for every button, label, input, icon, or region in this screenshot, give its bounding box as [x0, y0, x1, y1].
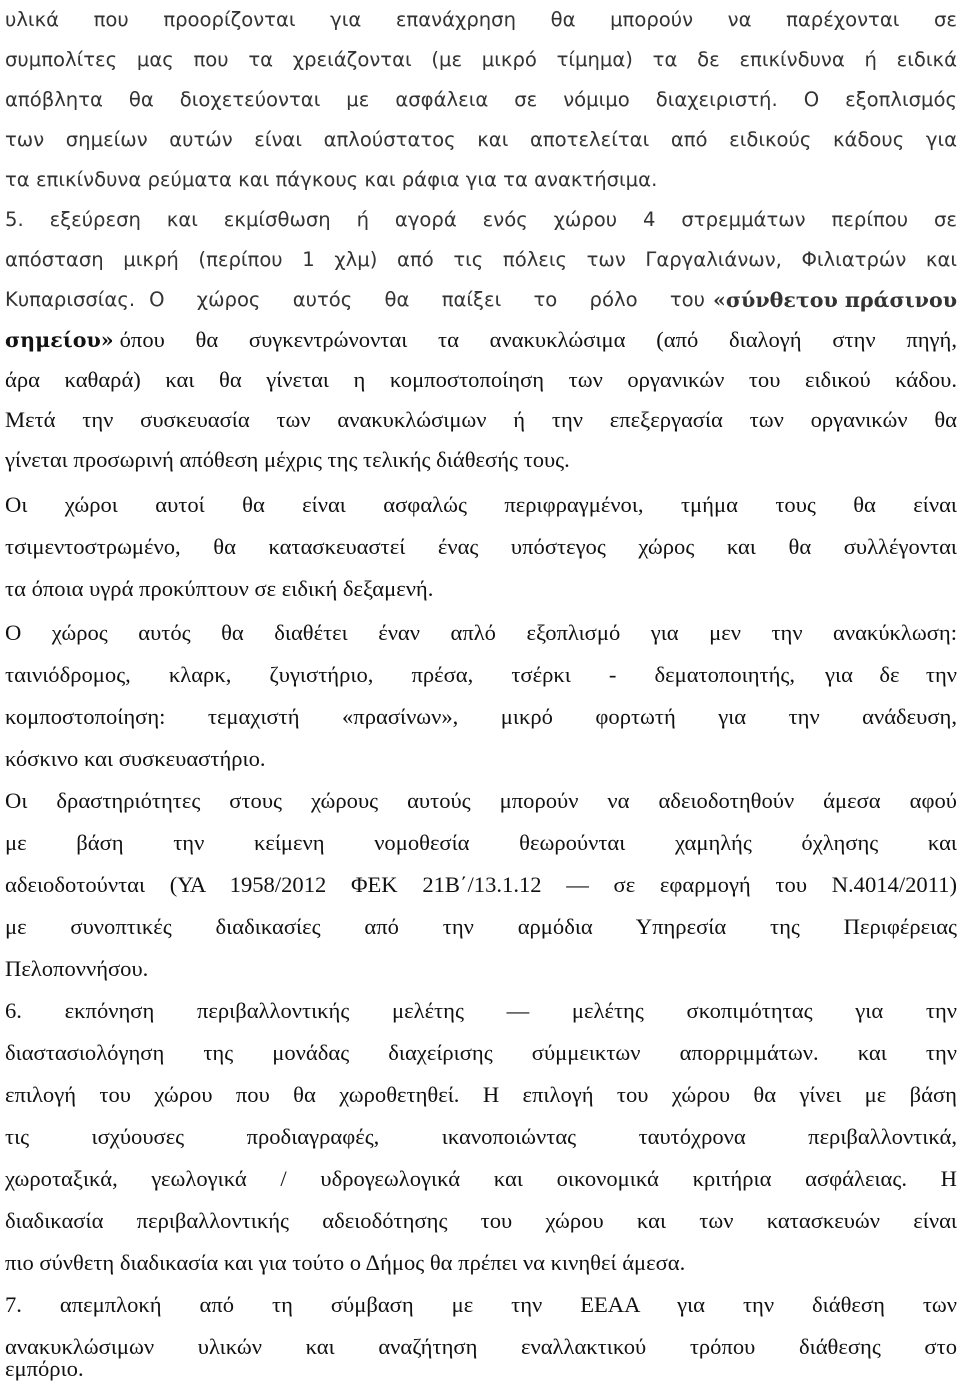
text-fragment: για δε την [825, 662, 957, 687]
text-line: των σημείων αυτών είναι απλούστατος και αποτελείται από ειδικούς κάδους για [5, 128, 957, 151]
text-line: υλικά που προορίζονται για επανάχρηση θα μπορούν να παρέχονται σε [5, 8, 957, 31]
text-line: τσιμεντοστρωμένο, θα κατασκευαστεί ένας υπόστεγος χώρος και θα συλλέγονται [5, 534, 957, 559]
text-fragment: ταινιόδρομος, κλαρκ, ζυγιστήριο, πρέσα, τσέρκι - δεματοποιητής, [5, 662, 795, 687]
text-line-mixed [5, 655, 957, 695]
bold-term: σημείου» [5, 328, 114, 352]
text-line: διαστασιολόγηση της μονάδας διαχείρισης σύμμεικτων απορριμμάτων. και την [5, 1040, 957, 1065]
text-line: χωροταξικά, γεωλογικά / υδρογεωλογικά και οικονομικά κριτήρια ασφάλειας. Η [5, 1166, 957, 1191]
text-line: άρα καθαρά) και θα γίνεται η κομποστοποίηση των οργανικών του ειδικού κάδου. [5, 367, 957, 392]
text-line: τα επικίνδυνα ρεύματα και πάγκους και ράφια για τα ανακτήσιμα. [5, 168, 658, 191]
text-line: επιλογή του χώρου που θα χωροθετηθεί. Η επιλογή του χώρου θα γίνει με βάση [5, 1082, 957, 1107]
text-line: με συνοπτικές διαδικασίες από την αρμόδια Υπηρεσία της Περιφέρειας [5, 914, 957, 939]
text-line: Οι δραστηριότητες στους χώρους αυτούς μπορούν να αδειοδοτηθούν άμεσα αφού [5, 788, 957, 813]
text-line: γίνεται προσωρινή απόθεση μέχρις της τελικής διάθεσής τους. [5, 447, 570, 472]
text-line: απόσταση μικρή (περίπου 1 χλμ) από τις πόλεις των Γαργαλιάνων, Φιλιατρών και [5, 248, 957, 271]
text-line: αδειοδοτούνται (ΥΑ 1958/2012 ΦΕΚ 21Β΄/13.1.12 — σε εφαρμογή του Ν.4014/2011) [5, 872, 957, 897]
text-line: Πελοποννήσου. [5, 956, 149, 981]
text-line: Μετά την συσκευασία των ανακυκλώσιμων ή την επεξεργασία των οργανικών θα [5, 407, 957, 432]
text-line: κόσκινο και συσκευαστήριο. [5, 746, 266, 771]
text-line-mixed [5, 280, 957, 320]
text-fragment: Ο χώρος αυτός θα παίξει το ρόλο του [149, 288, 705, 311]
text-line: εμπόριο. [5, 1356, 84, 1381]
text-line: συμπολίτες μας που τα χρειάζονται (με μικρό τίμημα) τα δε επικίνδυνα ή ειδικά [5, 48, 957, 71]
text-fragment: Κυπαρισσίας. [5, 288, 136, 311]
text-line: ανακυκλώσιμων υλικών και αναζήτηση εναλλακτικού τρόπου διάθεσης στο [5, 1334, 957, 1359]
text-line: κομποστοποίηση: τεμαχιστή «πρασίνων», μικρό φορτωτή για την ανάδευση, [5, 704, 957, 729]
text-line: με βάση την κείμενη νομοθεσία θεωρούνται χαμηλής όχλησης και [5, 830, 957, 855]
text-line: τα όποια υγρά προκύπτουν σε ειδική δεξαμενή. [5, 576, 434, 601]
bold-term: «σύνθετου πράσινου [712, 288, 957, 312]
text-line: απόβλητα θα διοχετεύονται με ασφάλεια σε νόμιμο διαχειριστή. Ο εξοπλισμός [5, 88, 957, 111]
text-line-mixed [5, 320, 957, 360]
text-line: τις ισχύουσες προδιαγραφές, ικανοποιώντας ταυτόχρονα περιβαλλοντικά, [5, 1124, 957, 1149]
list-item-7-line: 7. απεμπλοκή από τη σύμβαση με την ΕΕΑΑ για την διάθεση των [5, 1292, 957, 1317]
list-item-6-line: 6. εκπόνηση περιβαλλοντικής μελέτης — μελέτης σκοπιμότητας για την [5, 998, 957, 1023]
text-line: Οι χώροι αυτοί θα είναι ασφαλώς περιφραγμένοι, τμήμα τους θα είναι [5, 492, 957, 517]
text-line: πιο σύνθετη διαδικασία και για τούτο ο Δήμος θα πρέπει να κινηθεί άμεσα. [5, 1250, 686, 1275]
text-line: διαδικασία περιβαλλοντικής αδειοδότησης του χώρου και των κατασκευών είναι [5, 1208, 957, 1233]
text-line: Ο χώρος αυτός θα διαθέτει έναν απλό εξοπλισμό για μεν την ανακύκλωση: [5, 620, 957, 645]
text-fragment: όπου θα συγκεντρώνονται τα ανακυκλώσιμα (από διαλογή στην πηγή, [119, 327, 957, 352]
list-item-5-line: 5. εξεύρεση και εκμίσθωση ή αγορά ενός χώρου 4 στρεμμάτων περίπου σε [5, 208, 957, 231]
